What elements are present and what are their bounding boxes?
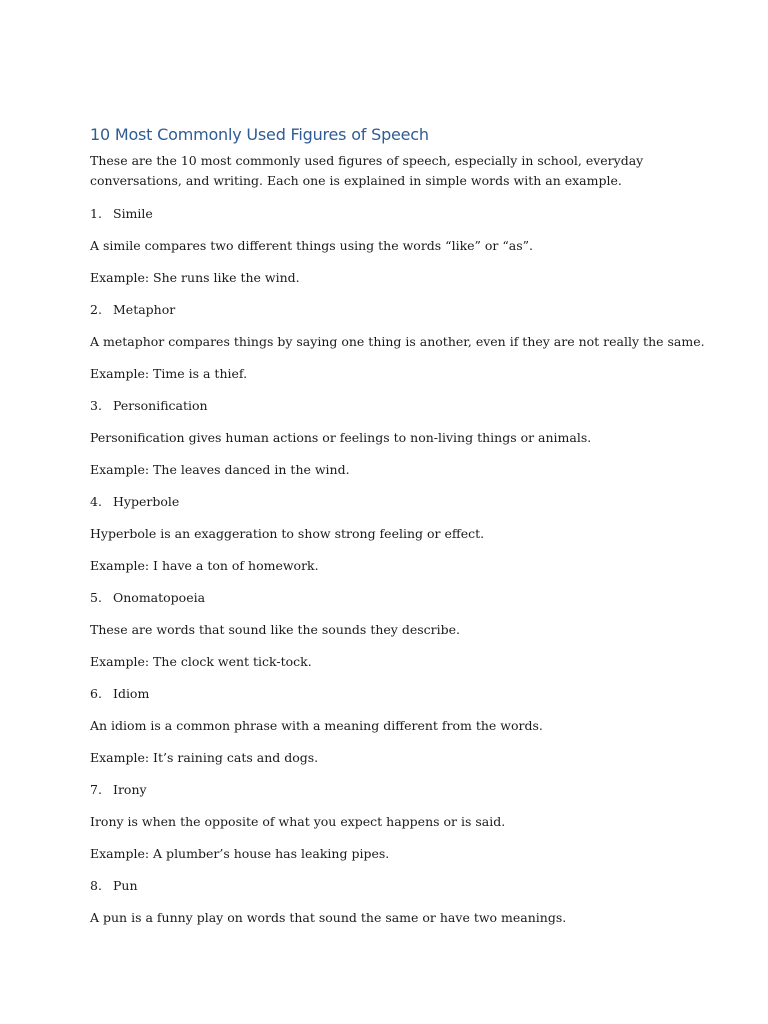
- list-item-number: 7.: [90, 782, 102, 797]
- example-paragraph: Example: It’s raining cats and dogs.: [90, 750, 319, 765]
- example-paragraph: Example: The leaves danced in the wind.: [90, 462, 350, 477]
- list-item-number: 3.: [90, 398, 102, 413]
- list-item-heading: [90, 684, 690, 704]
- list-item-heading: [90, 492, 690, 512]
- list-item-name: Personification: [113, 398, 208, 413]
- definition-paragraph: Hyperbole is an exaggeration to show strong feeling or effect.: [90, 526, 485, 541]
- list-item-number: 5.: [90, 590, 102, 605]
- definition-paragraph: A pun is a funny play on words that sound the same or have two meanings.: [90, 910, 567, 925]
- list-item-name: Idiom: [113, 686, 150, 701]
- list-item-name: Simile: [113, 206, 153, 221]
- list-item-heading: [90, 588, 690, 608]
- list-item-heading: [90, 876, 690, 896]
- page-title: 10 Most Commonly Used Figures of Speech: [90, 125, 429, 144]
- example-paragraph: Example: The clock went tick-tock.: [90, 654, 312, 669]
- example-paragraph: Example: She runs like the wind.: [90, 270, 300, 285]
- list-item-number: 1.: [90, 206, 102, 221]
- intro-paragraph: These are the 10 most commonly used figures of speech, especially in school, everyday conversations, and writing. Each one is explained in simple words with an example.: [90, 153, 644, 188]
- list-item-heading: [90, 300, 690, 320]
- list-item-number: 2.: [90, 302, 102, 317]
- list-item-heading: [90, 204, 690, 224]
- list-item-name: Pun: [113, 878, 138, 893]
- definition-paragraph: An idiom is a common phrase with a meaning different from the words.: [90, 718, 543, 733]
- definition-paragraph: A simile compares two different things using the words “like” or “as”.: [90, 238, 533, 253]
- list-item-name: Hyperbole: [113, 494, 180, 509]
- list-item-name: Metaphor: [113, 302, 176, 317]
- definition-paragraph: A metaphor compares things by saying one thing is another, even if they are not really the same.: [90, 334, 705, 349]
- definition-paragraph: These are words that sound like the sounds they describe.: [90, 622, 460, 637]
- list-item-number: 6.: [90, 686, 102, 701]
- list-item-number: 8.: [90, 878, 102, 893]
- example-paragraph: Example: A plumber’s house has leaking pipes.: [90, 846, 390, 861]
- list-item-number: 4.: [90, 494, 102, 509]
- list-item-heading: [90, 780, 690, 800]
- definition-paragraph: Irony is when the opposite of what you expect happens or is said.: [90, 814, 506, 829]
- example-paragraph: Example: Time is a thief.: [90, 366, 248, 381]
- list-item-name: Irony: [113, 782, 147, 797]
- list-item-heading: [90, 396, 690, 416]
- example-paragraph: Example: I have a ton of homework.: [90, 558, 319, 573]
- document-body: [90, 124, 705, 940]
- definition-paragraph: Personification gives human actions or feelings to non-living things or animals.: [90, 430, 592, 445]
- list-item-name: Onomatopoeia: [113, 590, 206, 605]
